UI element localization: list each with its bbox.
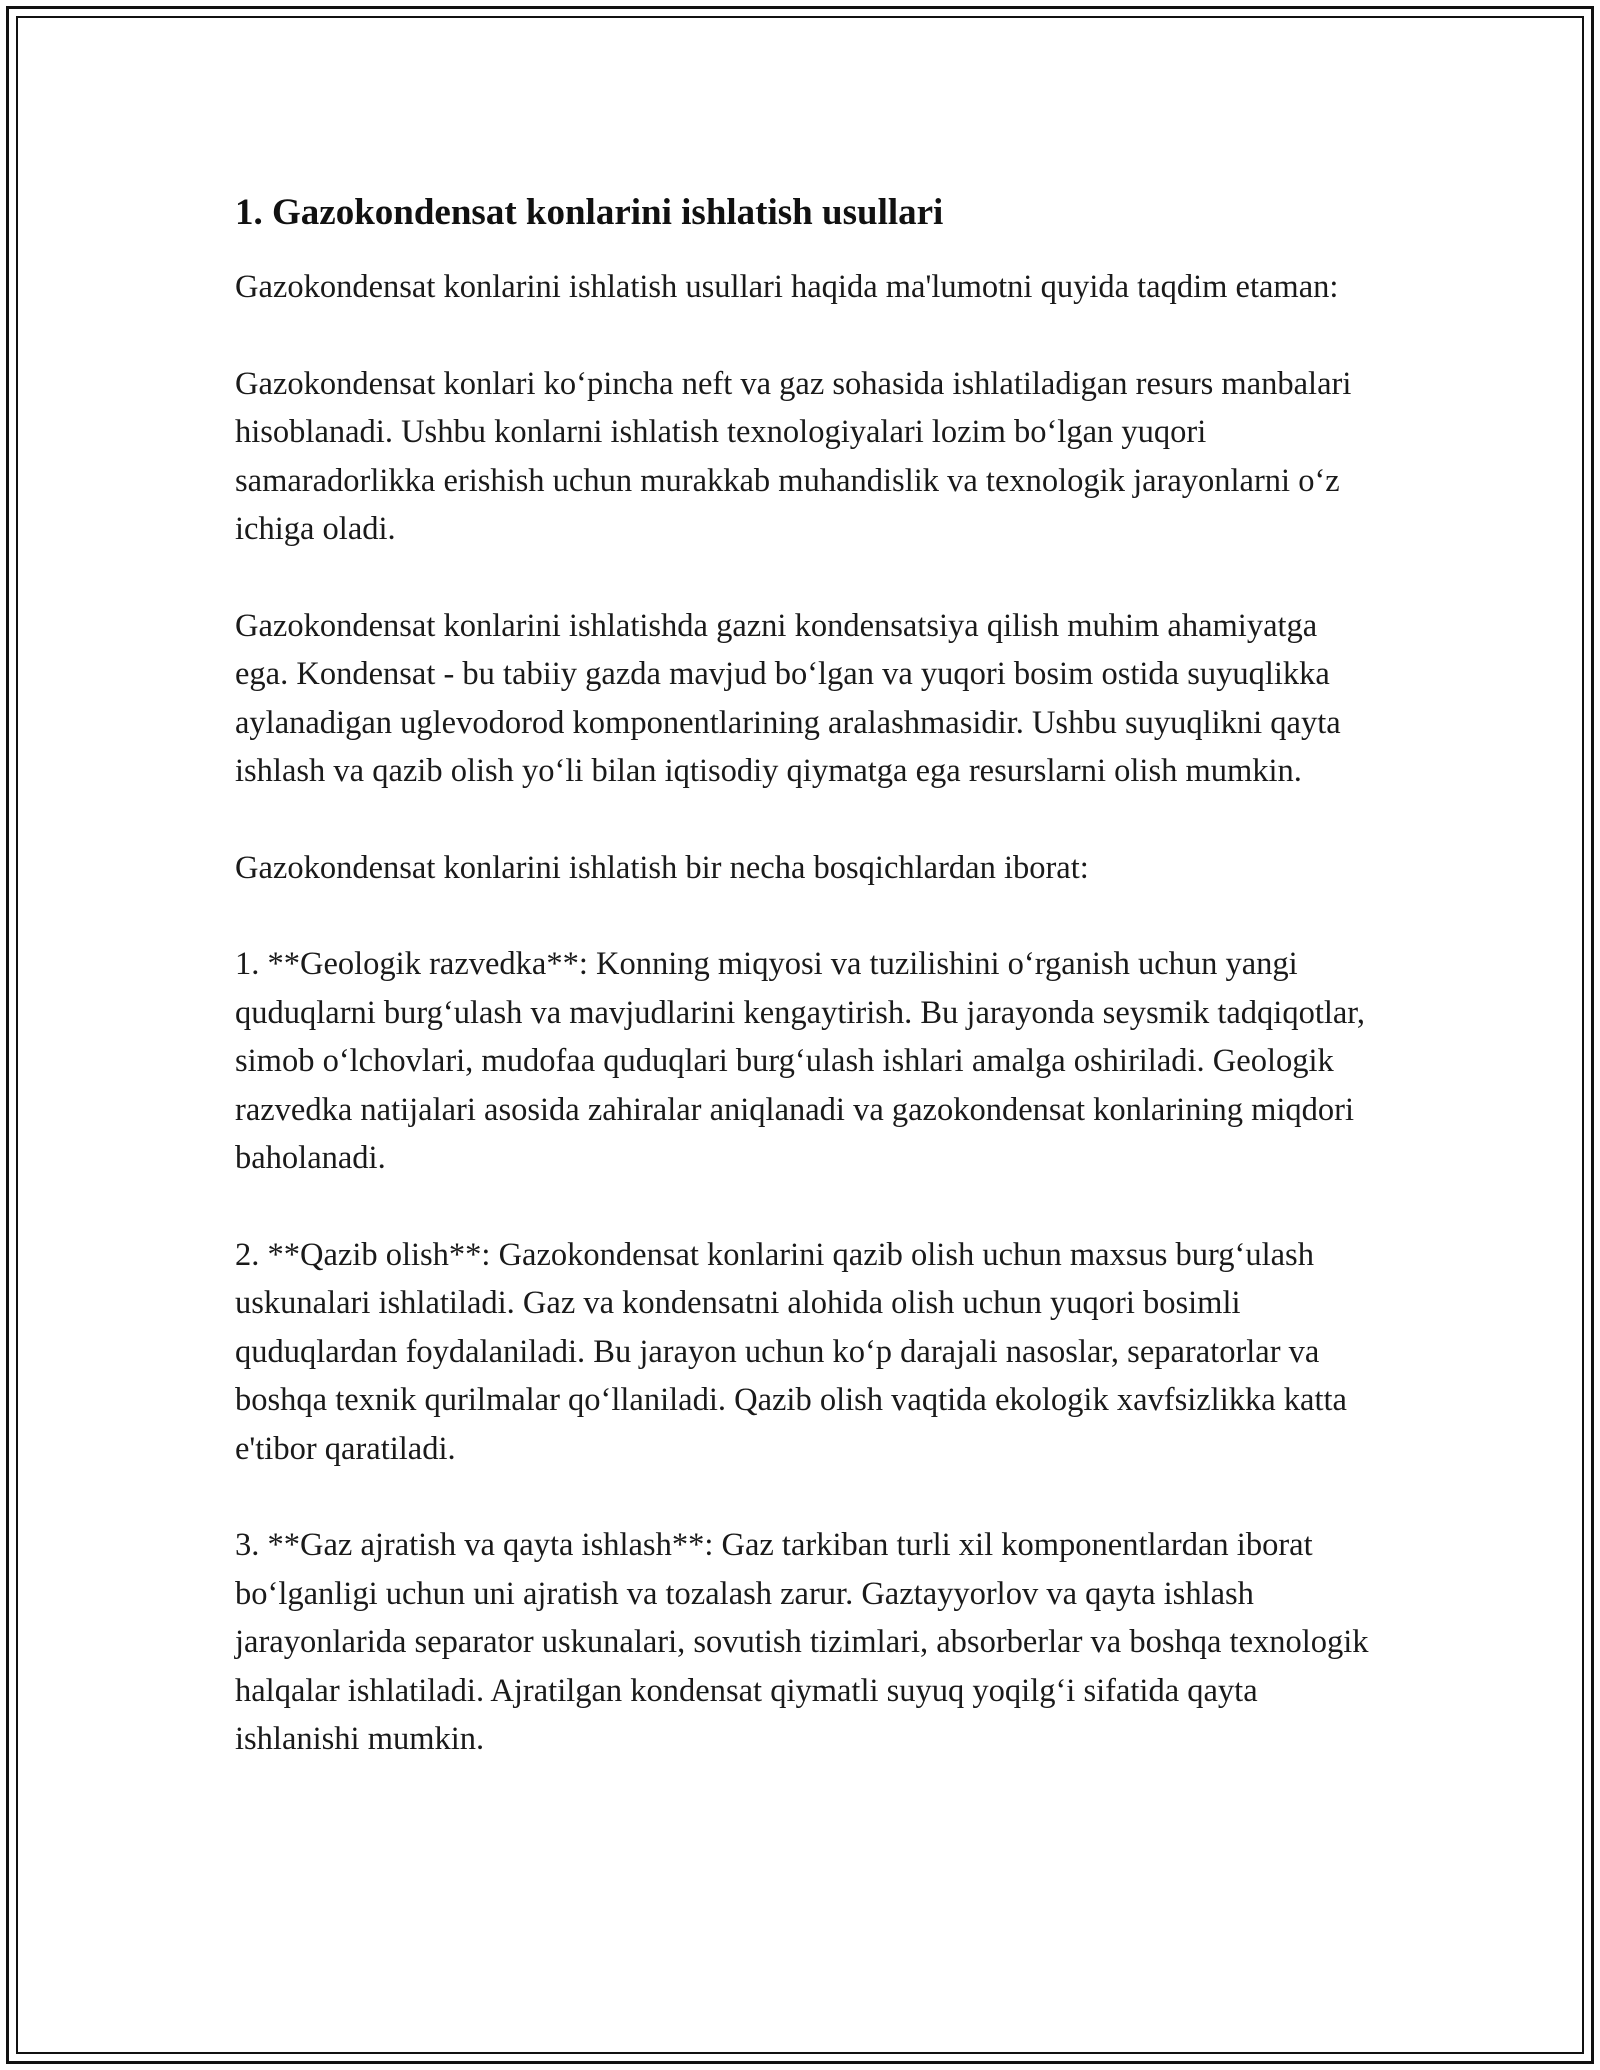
paragraph-condensation: Gazokondensat konlarini ishlatishda gazni kondensatsiya qilish muhim ahamiyatga ega. Kondensat - bu tabiiy gazda mavjud bo‘lgan va yuqori bosim ostida suyuqlikka aylanadigan uglevodorod komponentlarining aralashmasidir. Ushbu suyuqlikni qayta ishlash va qazib olish yo‘li bilan iqtisodiy qiymatga ega resurslarni olish mumkin. [235,607,1341,789]
paragraph-overview: Gazokondensat konlari ko‘pincha neft va gaz sohasida ishlatiladigan resurs manbalari hisoblanadi. Ushbu konlarni ishlatish texnologiyalari lozim bo‘lgan yuqori samaradorlikka erishish uchun murakkab muhandislik va texnologik jarayonlarni o‘z ichiga oladi. [235,365,1352,547]
document-heading: 1. Gazokondensat konlarini ishlatish usullari [235,192,944,233]
paragraph-intro: Gazokondensat konlarini ishlatish usullari haqida ma'lumotni quyida taqdim etaman: [235,269,1339,305]
list-item-geological-survey: 1. **Geologik razvedka**: Konning miqyosi va tuzilishini o‘rganish uchun yangi quduqlarni burg‘ulash va mavjudlarini kengaytirish. Bu jarayonda seysmik tadqiqotlar, simob o‘lchovlari, mudofaa quduqlari burg‘ulash ishlari amalga oshiriladi. Geologik razvedka natijalari asosida zahiralar aniqlanadi va gazokondensat konlarining miqdori baholanadi. [235,946,1365,1176]
list-item-extraction: 2. **Qazib olish**: Gazokondensat konlarini qazib olish uchun maxsus burg‘ulash uskunalari ishlatiladi. Gaz va kondensatni alohida olish uchun yuqori bosimli quduqlardan foydalaniladi. Bu jarayon uchun ko‘p darajali nasoslar, separatorlar va boshqa texnik qurilmalar qo‘llaniladi. Qazib olish vaqtida ekologik xavfsizlikka katta e'tibor qaratiladi. [235,1236,1347,1467]
list-item-gas-separation: 3. **Gaz ajratish va qayta ishlash**: Gaz tarkiban turli xil komponentlardan iborat bo‘lganligi uchun uni ajratish va tozalash zarur. Gaztayyorlov va qayta ishlash jarayonlarida separator uskunalari, sovutish tizimlari, absorberlar va boshqa texnologik halqalar ishlatiladi. Ajratilgan kondensat qiymatli suyuq yoqilg‘i sifatida qayta ishlanishi mumkin. [235,1527,1369,1757]
paragraph-stages-intro: Gazokondensat konlarini ishlatish bir necha bosqichlardan iborat: [235,849,1089,886]
document-body [235,185,1375,1812]
